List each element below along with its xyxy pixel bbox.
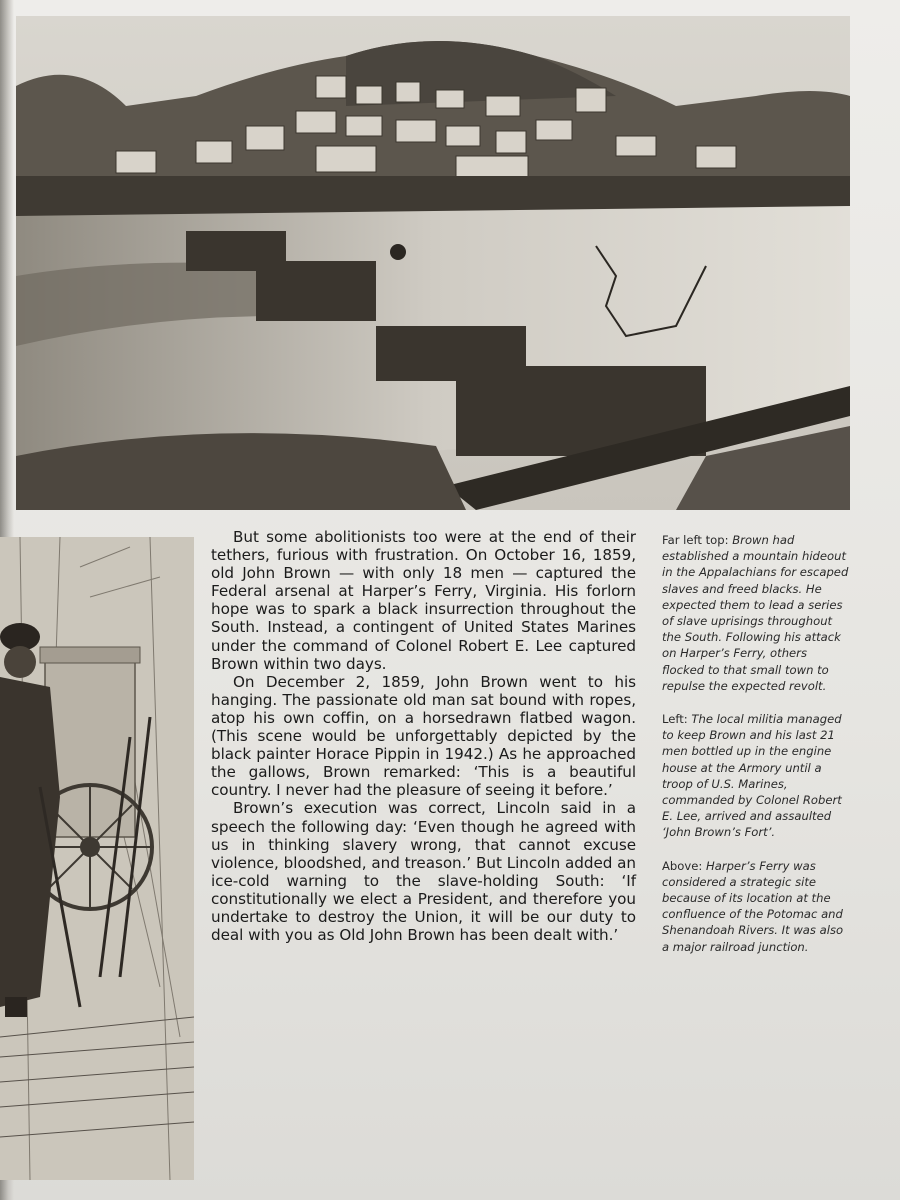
caption-left xyxy=(662,711,852,841)
caption-lead: Left: xyxy=(662,712,688,727)
caption-far-left-top xyxy=(662,532,852,694)
article-paragraph: On December 2, 1859, John Brown went to his hanging. The passionate old man sat bound with ropes, atop his own coffin, on a horsedrawn flatbed wagon. (This scene would be unforgettably depicted by the black painter Horace Pippin in 1942.) As he approached the gallows, Brown remarked: ‘This is a beautiful country. I never had the pleasure of seeing it before.’ xyxy=(211,672,636,800)
article-paragraph: Brown’s execution was correct, Lincoln said in a speech the following day: ‘Even though he agreed with us in thinking slavery wrong, that cannot excuse violence, bloodshed, and treason.’ But Lincoln added an ice-cold warning to the slave-holding South: ‘If constitutionally we elect a President, and therefore you undertake to destroy the Union, it will be our duty to deal with you as Old John Brown has been dealt with.’ xyxy=(211,799,636,945)
caption-lead: Far left top: xyxy=(662,533,729,547)
captions-column xyxy=(662,532,852,972)
harpers-ferry-ruins-photograph-icon xyxy=(16,16,850,510)
caption-lead: Above: xyxy=(662,858,703,873)
article-paragraph: But some abolitionists too were at the end of their tethers, furious with frustration. On October 16, 1859, old John Brown — with only 18 men — captured the Federal arsenal at Harper’s Ferry, Virginia. His forlorn hope was to spark a black insurrection throughout the South. Instead, a contingent of United States Marines under the command of Colonel Robert E. Lee captured Brown within two days. xyxy=(211,528,636,673)
caption-above xyxy=(662,858,852,955)
caption-text: Harper’s Ferry was considered a strategic site because of its location at the confluence of the Potomac and Shenandoah Rivers. It was also a major railroad junction. xyxy=(662,858,844,954)
harpers-ferry-photograph xyxy=(16,16,850,510)
main-article-text xyxy=(211,528,636,944)
john-brown-engraving-illustration-icon xyxy=(0,537,194,1180)
john-browns-fort-engraving xyxy=(0,537,194,1180)
caption-text: The local militia managed to keep Brown and his last 21 men bottled up in the engine house at the Armory until a troop of U.S. Marines, commanded by Colonel Robert E. Lee, arrived and assaulted ‘John Brown’s Fort’. xyxy=(662,712,842,840)
caption-text: Brown had established a mountain hideout in the Appalachians for escaped slaves and freed blacks. He expected them to lead a series of slave uprisings throughout the South. Following his attack on Harper’s Ferry, others flocked to that small town to repulse the expected revolt. xyxy=(662,533,849,693)
